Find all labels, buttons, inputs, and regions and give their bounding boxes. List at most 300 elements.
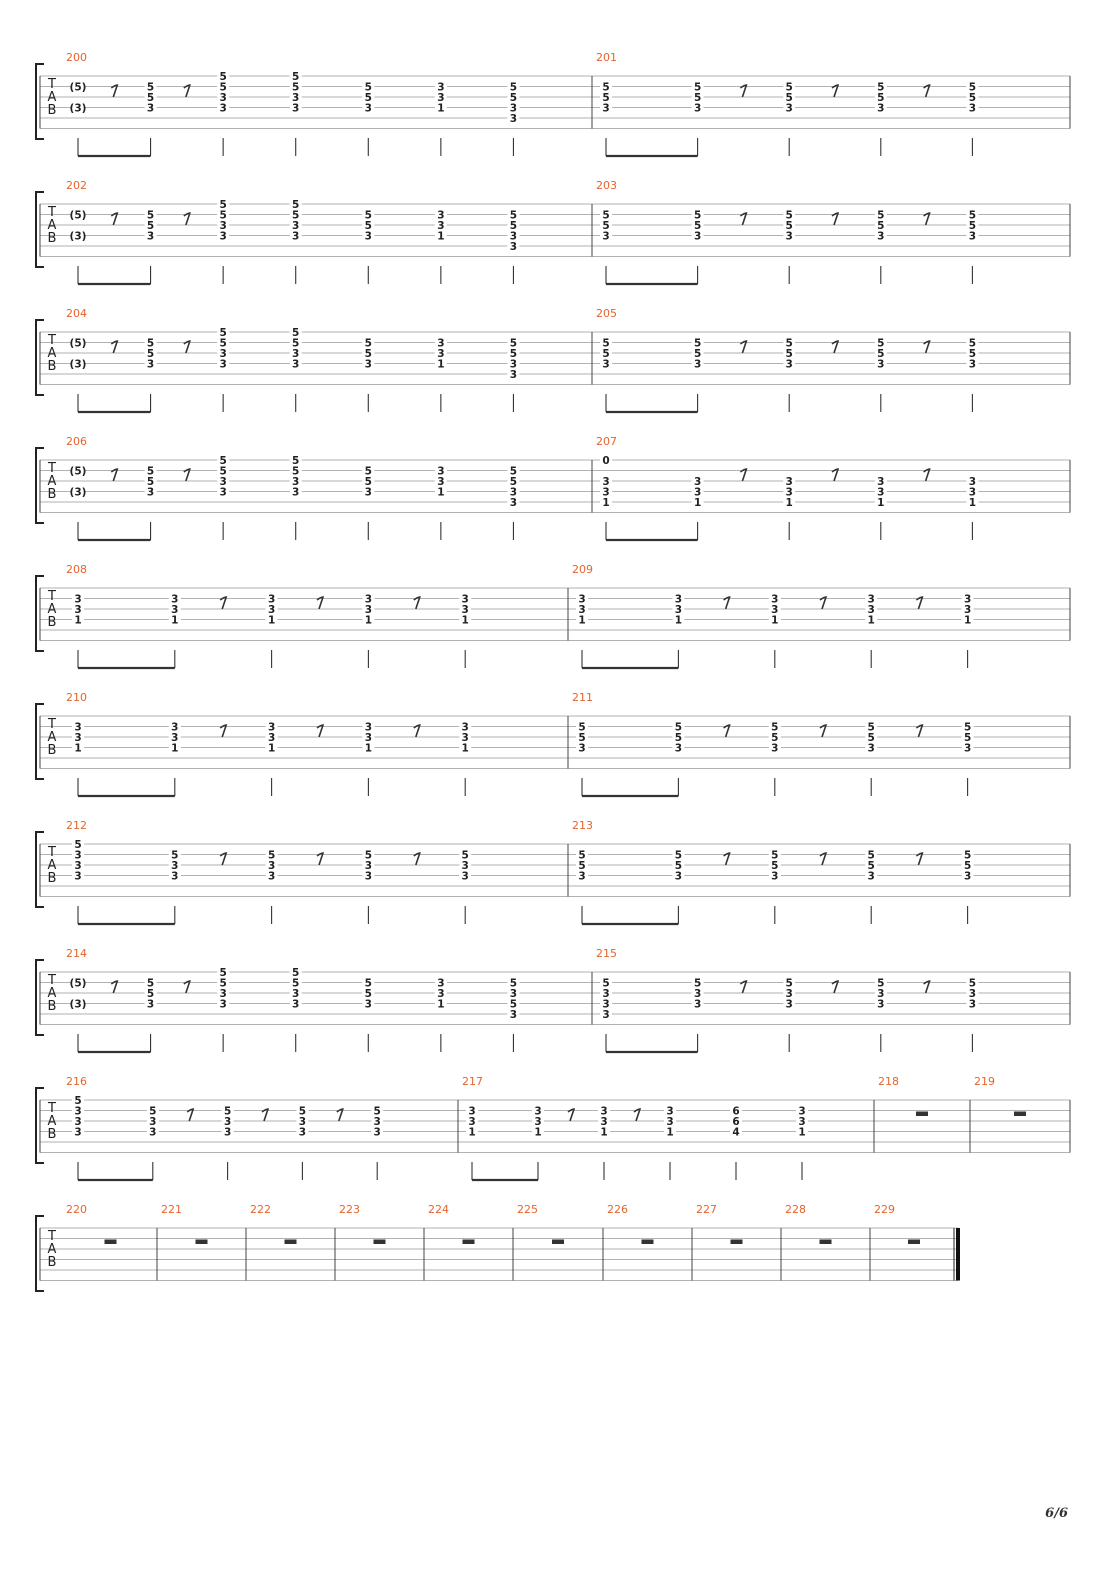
fret-number: 3: [219, 476, 227, 488]
bar-number: 227: [696, 1203, 717, 1216]
fret-number: 3: [509, 497, 518, 509]
fret-number: 5: [877, 92, 885, 104]
tab-clef-letter: A: [47, 986, 57, 1001]
eighth-rest: [184, 469, 190, 481]
bar-number: 224: [428, 1203, 449, 1216]
fret-number: 4: [732, 1126, 740, 1139]
eighth-rest: [184, 341, 190, 353]
eighth-rest: [832, 469, 838, 481]
fret-number: 5: [146, 92, 155, 104]
fret-number: 5: [771, 721, 779, 734]
fret-number: 3: [674, 604, 683, 616]
eighth-rest: [317, 597, 323, 609]
fret-number: 3: [877, 486, 885, 499]
eighth-rest: [924, 469, 930, 481]
bar-number: 200: [66, 51, 87, 64]
fret-number: 5: [578, 860, 586, 872]
fret-number: 5: [74, 1095, 82, 1107]
bar-number: 206: [66, 435, 87, 448]
fret-number: 5: [674, 849, 683, 862]
fret-number: 5: [364, 337, 372, 350]
fret-number: 1: [785, 497, 793, 509]
bar-number: 203: [596, 179, 617, 192]
fret-number: 3: [437, 348, 445, 360]
fret-number: 3: [509, 1009, 518, 1021]
fret-number: 5: [292, 327, 300, 339]
fret-number: 1: [74, 614, 82, 627]
fret-number: 5: [963, 849, 972, 862]
fret-number: 3: [267, 721, 276, 734]
fret-number: 3: [963, 742, 972, 755]
fret-number: 5: [219, 327, 227, 339]
bar-number: 201: [596, 51, 617, 64]
bar-number: 221: [161, 1203, 182, 1216]
tab-clef-letter: B: [47, 615, 57, 630]
fret-number: 5: [146, 977, 155, 990]
whole-rest: [820, 1240, 832, 1245]
fret-number: 5: [968, 337, 977, 350]
fret-number: 5: [149, 1105, 157, 1118]
fret-number: 5: [968, 348, 977, 360]
fret-number: 3: [509, 230, 518, 243]
bar-number: 218: [878, 1075, 899, 1088]
whole-rest: [1014, 1112, 1026, 1117]
fret-number: 3: [867, 742, 875, 755]
fret-number: 3: [877, 230, 885, 243]
bar-number: 220: [66, 1203, 87, 1216]
fret-number: 5: [364, 977, 372, 990]
fret-number: 6: [732, 1116, 740, 1128]
fret-number: 3: [437, 209, 445, 222]
fret-number: 5: [219, 209, 227, 222]
fret-number: (5): [69, 209, 87, 222]
fret-number: 6: [732, 1105, 740, 1118]
fret-number: 3: [292, 92, 300, 104]
fret-number: 5: [785, 977, 793, 990]
fret-number: 5: [219, 337, 227, 350]
fret-number: 5: [509, 977, 518, 990]
fret-number: 5: [674, 721, 683, 734]
tab-clef-letter: T: [48, 845, 56, 860]
fret-number: 3: [149, 1126, 157, 1139]
fret-number: 5: [602, 977, 610, 990]
fret-number: 3: [602, 988, 610, 1000]
fret-number: 5: [219, 465, 227, 478]
fret-number: 5: [364, 220, 372, 232]
fret-number: 5: [877, 977, 885, 990]
fret-number: 3: [963, 593, 972, 606]
fret-number: 5: [292, 199, 300, 211]
eighth-rest: [820, 597, 826, 609]
eighth-rest: [414, 853, 420, 865]
fret-number: 3: [468, 1116, 476, 1128]
fret-number: 3: [373, 1126, 381, 1139]
fret-number: 3: [461, 721, 469, 734]
fret-number: 5: [693, 92, 702, 104]
fret-number: 1: [578, 614, 586, 627]
fret-number: 3: [364, 721, 373, 734]
eighth-rest: [111, 469, 117, 481]
fret-number: 3: [171, 732, 179, 744]
fret-number: 5: [693, 81, 702, 94]
bar-number: 223: [339, 1203, 360, 1216]
fret-number: 3: [74, 593, 82, 606]
fret-number: 3: [509, 486, 518, 499]
fret-number: 3: [867, 593, 875, 606]
eighth-rest: [820, 725, 826, 737]
fret-number: 3: [693, 988, 702, 1000]
fret-number: 5: [867, 732, 875, 744]
fret-number: 5: [509, 220, 518, 232]
eighth-rest: [740, 469, 746, 481]
eighth-rest: [111, 85, 117, 97]
fret-number: 5: [219, 977, 227, 990]
eighth-rest: [724, 597, 730, 609]
fret-number: 3: [171, 860, 179, 872]
fret-number: 3: [968, 988, 977, 1000]
fret-number: 3: [867, 870, 875, 883]
fret-number: 1: [437, 230, 445, 243]
fret-number: 5: [292, 465, 300, 478]
fret-number: 3: [461, 860, 469, 872]
fret-number: 5: [877, 220, 885, 232]
tab-clef-letter: A: [47, 346, 57, 361]
fret-number: 5: [877, 348, 885, 360]
fret-number: 5: [364, 209, 372, 222]
eighth-rest: [924, 213, 930, 225]
fret-number: 1: [468, 1126, 476, 1139]
tab-clef-letter: T: [48, 461, 56, 476]
fret-number: 5: [693, 209, 702, 222]
fret-number: 3: [602, 486, 610, 499]
eighth-rest: [740, 85, 746, 97]
tab-clef-letter: A: [47, 474, 57, 489]
fret-number: 3: [364, 486, 372, 499]
tab-clef-letter: T: [48, 77, 56, 92]
fret-number: 5: [146, 476, 155, 488]
whole-rest: [105, 1240, 117, 1245]
fret-number: 3: [785, 102, 793, 115]
fret-number: 3: [968, 358, 977, 371]
eighth-rest: [414, 597, 420, 609]
fret-number: 5: [968, 977, 977, 990]
fret-number: 1: [171, 742, 179, 755]
fret-number: 1: [461, 742, 469, 755]
fret-number: 1: [968, 497, 977, 509]
eighth-rest: [568, 1109, 574, 1121]
tab-clef-letter: T: [48, 973, 56, 988]
fret-number: 3: [74, 721, 82, 734]
bar-number: 212: [66, 819, 87, 832]
fret-number: 5: [509, 465, 518, 478]
tab-clef-letter: T: [48, 1101, 56, 1116]
fret-number: 3: [509, 369, 518, 381]
fret-number: 3: [785, 476, 793, 488]
fret-number: 5: [785, 81, 793, 94]
bar-number: 222: [250, 1203, 271, 1216]
fret-number: 5: [267, 849, 276, 862]
whole-rest: [642, 1240, 654, 1245]
fret-number: 5: [461, 849, 469, 862]
fret-number: 5: [146, 209, 155, 222]
fret-number: 3: [292, 486, 300, 499]
whole-rest: [731, 1240, 743, 1245]
fret-number: 3: [74, 849, 82, 862]
fret-number: 3: [666, 1116, 674, 1128]
fret-number: 0: [602, 455, 610, 467]
eighth-rest: [634, 1109, 640, 1121]
fret-number: 3: [693, 476, 702, 488]
tab-clef-letter: A: [47, 858, 57, 873]
fret-number: 3: [509, 358, 518, 371]
tab-clef-letter: T: [48, 589, 56, 604]
fret-number: 1: [867, 614, 875, 627]
bar-number: 211: [572, 691, 593, 704]
fret-number: 3: [578, 742, 586, 755]
eighth-rest: [262, 1109, 268, 1121]
fret-number: 3: [364, 732, 373, 744]
fret-number: 5: [364, 476, 372, 488]
eighth-rest: [724, 853, 730, 865]
eighth-rest: [317, 725, 323, 737]
fret-number: 5: [223, 1105, 232, 1118]
fret-number: 5: [785, 337, 793, 350]
fret-number: 3: [461, 593, 469, 606]
fret-number: 3: [292, 220, 300, 232]
fret-number: 5: [877, 209, 885, 222]
eighth-rest: [832, 341, 838, 353]
fret-number: 5: [602, 220, 610, 232]
fret-number: 5: [578, 721, 586, 734]
fret-number: 3: [219, 92, 227, 104]
fret-number: 3: [364, 604, 373, 616]
fret-number: (3): [69, 486, 87, 499]
fret-number: 1: [267, 742, 276, 755]
fret-number: (5): [69, 465, 87, 478]
eighth-rest: [317, 853, 323, 865]
fret-number: 3: [785, 358, 793, 371]
fret-number: 5: [771, 732, 779, 744]
eighth-rest: [832, 213, 838, 225]
fret-number: 3: [373, 1116, 381, 1128]
bar-number: 229: [874, 1203, 895, 1216]
fret-number: 1: [461, 614, 469, 627]
tab-clef-letter: T: [48, 333, 56, 348]
fret-number: 3: [963, 870, 972, 883]
fret-number: 3: [461, 604, 469, 616]
tab-clef-letter: T: [48, 205, 56, 220]
fret-number: 5: [771, 860, 779, 872]
bar-number: 209: [572, 563, 593, 576]
fret-number: (3): [69, 230, 87, 243]
bar-number: 219: [974, 1075, 995, 1088]
fret-number: 5: [867, 860, 875, 872]
eighth-rest: [740, 981, 746, 993]
eighth-rest: [184, 85, 190, 97]
fret-number: 3: [785, 998, 793, 1011]
fret-number: 3: [877, 476, 885, 488]
eighth-rest: [924, 341, 930, 353]
fret-number: 1: [666, 1126, 674, 1139]
bar-number: 202: [66, 179, 87, 192]
fret-number: (3): [69, 102, 87, 115]
fret-number: 1: [602, 497, 610, 509]
whole-rest: [285, 1240, 297, 1245]
fret-number: 3: [437, 337, 445, 350]
eighth-rest: [924, 981, 930, 993]
fret-number: (5): [69, 337, 87, 350]
fret-number: 3: [219, 486, 227, 499]
fret-number: 3: [74, 604, 82, 616]
fret-number: 3: [74, 1105, 82, 1118]
fret-number: 5: [968, 209, 977, 222]
fret-number: 3: [674, 742, 683, 755]
whole-rest: [916, 1112, 928, 1117]
fret-number: 5: [146, 348, 155, 360]
fret-number: 3: [602, 230, 610, 243]
fret-number: 3: [877, 358, 885, 371]
fret-number: 5: [219, 455, 227, 467]
fret-number: 3: [364, 102, 372, 115]
fret-number: 5: [877, 337, 885, 350]
fret-number: 3: [267, 604, 276, 616]
fret-number: 1: [437, 998, 445, 1011]
fret-number: 5: [771, 849, 779, 862]
fret-number: 3: [146, 102, 155, 115]
fret-number: (3): [69, 358, 87, 371]
fret-number: 5: [146, 81, 155, 94]
fret-number: 3: [693, 358, 702, 371]
fret-number: 3: [219, 348, 227, 360]
fret-number: 1: [437, 102, 445, 115]
fret-number: 1: [534, 1126, 542, 1139]
eighth-rest: [220, 853, 226, 865]
fret-number: 1: [674, 614, 683, 627]
fret-number: 3: [74, 860, 82, 872]
fret-number: 3: [437, 220, 445, 232]
fret-number: 3: [578, 870, 586, 883]
fret-number: 3: [534, 1105, 542, 1118]
fret-number: 1: [74, 742, 82, 755]
fret-number: 5: [602, 81, 610, 94]
tab-clef-letter: B: [47, 1255, 57, 1270]
fret-number: 3: [219, 230, 227, 243]
fret-number: 5: [785, 209, 793, 222]
bar-number: 210: [66, 691, 87, 704]
fret-number: 5: [877, 81, 885, 94]
eighth-rest: [916, 853, 922, 865]
eighth-rest: [111, 213, 117, 225]
fret-number: 5: [364, 348, 372, 360]
fret-number: 5: [219, 967, 227, 979]
fret-number: 5: [963, 721, 972, 734]
fret-number: 3: [219, 998, 227, 1011]
fret-number: 3: [219, 358, 227, 371]
eighth-rest: [111, 341, 117, 353]
fret-number: 3: [292, 230, 300, 243]
fret-number: 3: [968, 476, 977, 488]
fret-number: 3: [364, 860, 373, 872]
bar-number: 208: [66, 563, 87, 576]
fret-number: 3: [798, 1105, 806, 1118]
fret-number: 5: [364, 81, 372, 94]
eighth-rest: [916, 725, 922, 737]
fret-number: 1: [771, 614, 779, 627]
fret-number: 5: [968, 220, 977, 232]
whole-rest: [463, 1240, 475, 1245]
fret-number: 1: [963, 614, 972, 627]
fret-number: 3: [292, 998, 300, 1011]
fret-number: 3: [171, 604, 179, 616]
fret-number: 5: [963, 732, 972, 744]
fret-number: 3: [693, 230, 702, 243]
fret-number: 5: [292, 967, 300, 979]
fret-number: 3: [149, 1116, 157, 1128]
bar-number: 215: [596, 947, 617, 960]
tab-clef-letter: T: [48, 717, 56, 732]
eighth-rest: [820, 853, 826, 865]
whole-rest: [374, 1240, 386, 1245]
tab-clef-letter: A: [47, 730, 57, 745]
fret-number: 3: [600, 1105, 608, 1118]
fret-number: 3: [364, 870, 373, 883]
whole-rest: [908, 1240, 920, 1245]
tab-clef-letter: A: [47, 218, 57, 233]
fret-number: 3: [798, 1116, 806, 1128]
fret-number: 3: [437, 81, 445, 94]
fret-number: (5): [69, 977, 87, 990]
fret-number: 3: [602, 102, 610, 115]
fret-number: 3: [600, 1116, 608, 1128]
bar-number: 228: [785, 1203, 806, 1216]
fret-number: 3: [771, 742, 779, 755]
eighth-rest: [724, 725, 730, 737]
fret-number: 3: [437, 465, 445, 478]
whole-rest: [552, 1240, 564, 1245]
fret-number: 5: [146, 220, 155, 232]
fret-number: 5: [509, 476, 518, 488]
fret-number: 3: [292, 102, 300, 115]
fret-number: 3: [968, 486, 977, 499]
fret-number: 3: [968, 102, 977, 115]
fret-number: 3: [877, 102, 885, 115]
eighth-rest: [916, 597, 922, 609]
bar-number: 225: [517, 1203, 538, 1216]
fret-number: 3: [292, 988, 300, 1000]
fret-number: 3: [292, 348, 300, 360]
fret-number: 1: [693, 497, 702, 509]
fret-number: 3: [223, 1126, 232, 1139]
fret-number: 3: [364, 358, 372, 371]
fret-number: 3: [437, 977, 445, 990]
eighth-rest: [832, 981, 838, 993]
eighth-rest: [220, 725, 226, 737]
fret-number: 1: [267, 614, 276, 627]
fret-number: 3: [602, 358, 610, 371]
fret-number: 3: [785, 486, 793, 499]
fret-number: 3: [693, 998, 702, 1011]
fret-number: 5: [674, 732, 683, 744]
fret-number: 3: [437, 476, 445, 488]
fret-number: 3: [674, 870, 683, 883]
eighth-rest: [220, 597, 226, 609]
fret-number: 3: [146, 230, 155, 243]
fret-number: 5: [509, 209, 518, 222]
fret-number: 3: [219, 102, 227, 115]
fret-number: 5: [509, 337, 518, 350]
fret-number: 3: [74, 870, 82, 883]
fret-number: 3: [509, 102, 518, 115]
